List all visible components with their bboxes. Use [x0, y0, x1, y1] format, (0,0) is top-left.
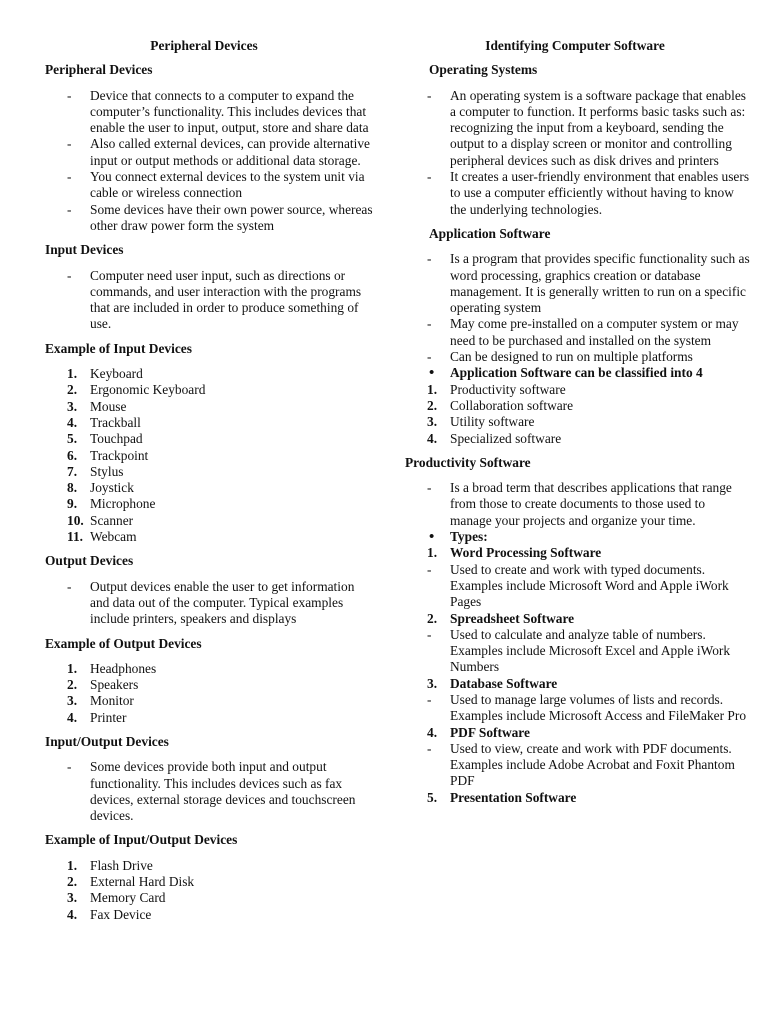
list-item: 2. Collaboration software [427, 397, 574, 413]
type-heading: 4. PDF Software [427, 724, 530, 740]
list-item: 2. Ergonomic Keyboard [67, 382, 206, 398]
application-software-heading: Application Software [429, 225, 551, 241]
left-column-title: Peripheral Devices [150, 38, 258, 53]
type-heading: 3. Database Software [427, 675, 558, 691]
list-item: 6. Trackpoint [67, 447, 149, 463]
list-item: - Can be designed to run on multiple platforms [405, 349, 750, 365]
list-item: 2. External Hard Disk [67, 874, 195, 890]
list-item: 4. Trackball [67, 414, 141, 430]
type-heading: 1. Word Processing Software [427, 545, 602, 561]
io-examples-heading: Example of Input/Output Devices [45, 832, 238, 848]
application-classification [405, 365, 750, 381]
list-item: 1. Headphones [67, 660, 157, 676]
list-item: 7. Stylus [67, 463, 124, 479]
list-item: - Used to manage large volumes of lists and records. Examples include Microsoft Access and FileMaker Pro [405, 692, 750, 725]
right-column [405, 38, 750, 806]
list-item: 3. Memory Card [67, 890, 166, 906]
productivity-software-heading: Productivity Software [405, 454, 531, 470]
list-item: 9. Microphone [67, 496, 156, 512]
output-devices-heading: Output Devices [45, 553, 134, 569]
list-item: - An operating system is a software package that enables a computer to function. It performs basic tasks such as: recognizing the input from a keyboard, sending the output to a display screen or monitor and controlling peripheral devices such as disk drives and printers [405, 88, 750, 169]
application-classes-list [405, 382, 750, 447]
productivity-types-label [405, 529, 750, 545]
list-item: - Also called external devices, can provide alternative input or output methods or additional data storage. [45, 136, 375, 169]
list-item: 1. Productivity software [427, 381, 566, 397]
list-item: - Computer need user input, such as directions or commands, and user interaction with the programs that are included in order to produce something of use. [45, 268, 375, 333]
peripheral-devices-heading: Peripheral Devices [45, 62, 153, 78]
list-item: - Some devices have their own power source, whereas other draw power form the system [45, 202, 375, 235]
output-examples-list [45, 661, 375, 726]
list-item: 1. Flash Drive [67, 857, 153, 873]
list-item: - You connect external devices to the system unit via cable or wireless connection [45, 169, 375, 202]
operating-systems-list [405, 88, 750, 218]
input-devices-list [45, 268, 375, 333]
list-item: 3. Utility software [427, 414, 535, 430]
list-item: - Used to create and work with typed documents. Examples include Microsoft Word and Apple iWork Pages [405, 562, 750, 611]
list-item: 3. Monitor [67, 693, 134, 709]
io-devices-heading: Input/Output Devices [45, 733, 169, 749]
operating-systems-heading: Operating Systems [429, 62, 538, 78]
type-heading: 2. Spreadsheet Software [427, 610, 575, 626]
list-item: • Application Software can be classified into 4 [429, 365, 703, 382]
list-item: 1. Keyboard [67, 366, 143, 382]
io-examples-list [45, 858, 375, 923]
list-item: - May come pre-installed on a computer system or may need to be purchased and installed on the system [405, 316, 750, 349]
list-item: 4. Printer [67, 709, 127, 725]
input-examples-list [45, 366, 375, 545]
list-item: - Used to view, create and work with PDF documents. Examples include Adobe Acrobat and Foxit Phantom PDF [405, 741, 750, 790]
list-item: - It creates a user-friendly environment that enables users to use a computer efficiently without having to know the underlying technologies. [405, 169, 750, 218]
input-devices-heading: Input Devices [45, 242, 124, 258]
type-heading: 5. Presentation Software [427, 789, 577, 805]
output-devices-list [45, 579, 375, 628]
list-item: • Types: [429, 529, 488, 546]
list-item: - Output devices enable the user to get information and data out of the computer. Typical examples include printers, speakers and displays [45, 579, 375, 628]
list-item: - Is a program that provides specific functionality such as word processing, graphics creation or database management. It is generally written to run on a specific operating system [405, 251, 750, 316]
list-item: 8. Joystick [67, 480, 134, 496]
io-devices-list [45, 759, 375, 824]
right-column-title: Identifying Computer Software [485, 38, 665, 53]
peripheral-devices-list [45, 88, 375, 235]
list-item: 3. Mouse [67, 398, 127, 414]
list-item: - Used to calculate and analyze table of numbers. Examples include Microsoft Excel and Apple iWork Numbers [405, 627, 750, 676]
list-item: - Some devices provide both input and output functionality. This includes devices such as fax devices, external storage devices and touchscreen devices. [45, 759, 375, 824]
list-item: 11. Webcam [67, 529, 137, 545]
productivity-intro-list [405, 480, 750, 529]
list-item: 10. Scanner [67, 512, 134, 528]
list-item: - Device that connects to a computer to expand the computer’s functionality. This includes devices that enable the user to input, output, store and share data [45, 88, 375, 137]
list-item: - Is a broad term that describes applications that range from those to create documents to those used to manage your projects and organize your time. [405, 480, 750, 529]
output-examples-heading: Example of Output Devices [45, 635, 202, 651]
productivity-types [405, 545, 750, 806]
list-item: 4. Specialized software [427, 430, 562, 446]
list-item: 5. Touchpad [67, 431, 143, 447]
list-item: 2. Speakers [67, 677, 139, 693]
application-software-list [405, 251, 750, 365]
input-examples-heading: Example of Input Devices [45, 340, 192, 356]
left-column [45, 38, 375, 931]
list-item: 4. Fax Device [67, 906, 152, 922]
